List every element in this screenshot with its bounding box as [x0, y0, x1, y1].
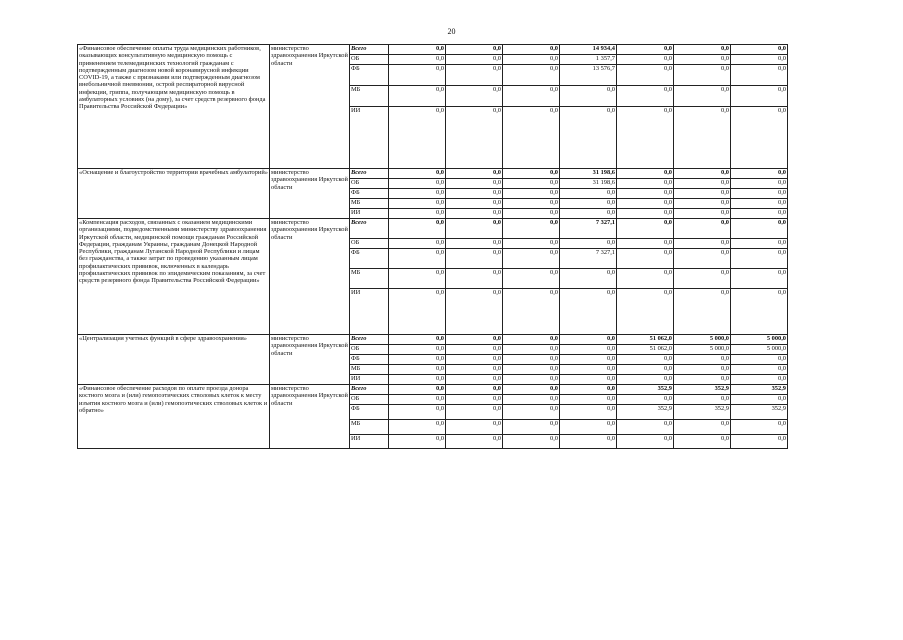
- amount-cell: 0,0: [674, 65, 731, 86]
- amount-cell: 0,0: [731, 420, 788, 435]
- amount-cell: 0,0: [446, 55, 503, 65]
- amount-cell: 0,0: [617, 169, 674, 179]
- amount-cell: 13 576,7: [560, 65, 617, 86]
- amount-cell: 0,0: [617, 65, 674, 86]
- amount-cell: 0,0: [389, 179, 446, 189]
- amount-cell: 0,0: [617, 45, 674, 55]
- amount-cell: 0,0: [674, 86, 731, 107]
- amount-cell: 0,0: [731, 107, 788, 169]
- amount-cell: 0,0: [731, 289, 788, 335]
- amount-cell: 0,0: [389, 55, 446, 65]
- amount-cell: 5 000,0: [674, 335, 731, 345]
- table-row: [78, 335, 788, 345]
- amount-cell: 0,0: [503, 385, 560, 395]
- funding-source: ОБ: [350, 395, 389, 405]
- amount-cell: 0,0: [503, 199, 560, 209]
- executor: министерство здравоохранения Иркутской области: [270, 169, 350, 219]
- amount-cell: 0,0: [446, 169, 503, 179]
- amount-cell: 0,0: [389, 239, 446, 249]
- amount-cell: 0,0: [389, 289, 446, 335]
- amount-cell: 0,0: [389, 355, 446, 365]
- amount-cell: 0,0: [503, 86, 560, 107]
- amount-cell: 0,0: [446, 219, 503, 239]
- amount-cell: 0,0: [503, 289, 560, 335]
- table-row: [78, 385, 788, 395]
- amount-cell: 0,0: [731, 86, 788, 107]
- amount-cell: 0,0: [674, 375, 731, 385]
- amount-cell: 0,0: [446, 435, 503, 449]
- amount-cell: 0,0: [617, 179, 674, 189]
- amount-cell: 0,0: [446, 45, 503, 55]
- amount-cell: 0,0: [503, 107, 560, 169]
- amount-cell: 0,0: [503, 365, 560, 375]
- funding-source: ФБ: [350, 355, 389, 365]
- amount-cell: 0,0: [503, 45, 560, 55]
- amount-cell: 0,0: [674, 219, 731, 239]
- amount-cell: 0,0: [617, 375, 674, 385]
- funding-source: ОБ: [350, 55, 389, 65]
- amount-cell: 0,0: [731, 249, 788, 269]
- page-number: 20: [447, 27, 456, 36]
- amount-cell: 0,0: [389, 335, 446, 345]
- funding-source: ФБ: [350, 65, 389, 86]
- amount-cell: 0,0: [560, 395, 617, 405]
- executor: министерство здравоохранения Иркутской области: [270, 219, 350, 335]
- amount-cell: 0,0: [446, 345, 503, 355]
- amount-cell: 0,0: [446, 86, 503, 107]
- amount-cell: 0,0: [446, 65, 503, 86]
- amount-cell: 0,0: [503, 249, 560, 269]
- amount-cell: 0,0: [446, 289, 503, 335]
- amount-cell: 0,0: [731, 65, 788, 86]
- executor: министерство здравоохранения Иркутской области: [270, 45, 350, 169]
- amount-cell: 352,9: [617, 385, 674, 395]
- amount-cell: 0,0: [560, 189, 617, 199]
- amount-cell: 0,0: [503, 179, 560, 189]
- amount-cell: 0,0: [617, 189, 674, 199]
- funding-source: МБ: [350, 269, 389, 289]
- amount-cell: 0,0: [389, 209, 446, 219]
- amount-cell: 0,0: [446, 335, 503, 345]
- amount-cell: 0,0: [446, 209, 503, 219]
- amount-cell: 0,0: [674, 45, 731, 55]
- amount-cell: 0,0: [617, 289, 674, 335]
- amount-cell: 0,0: [389, 169, 446, 179]
- funding-source: ИИ: [350, 289, 389, 335]
- amount-cell: 352,9: [674, 385, 731, 395]
- amount-cell: 0,0: [674, 365, 731, 375]
- amount-cell: 0,0: [560, 289, 617, 335]
- funding-source: МБ: [350, 420, 389, 435]
- amount-cell: 0,0: [389, 86, 446, 107]
- amount-cell: 0,0: [731, 269, 788, 289]
- amount-cell: 0,0: [446, 375, 503, 385]
- amount-cell: 0,0: [446, 420, 503, 435]
- amount-cell: 31 198,6: [560, 179, 617, 189]
- amount-cell: 0,0: [674, 179, 731, 189]
- amount-cell: 0,0: [674, 269, 731, 289]
- amount-cell: 0,0: [731, 189, 788, 199]
- table-row: [78, 219, 788, 239]
- funding-source: ИИ: [350, 209, 389, 219]
- amount-cell: 0,0: [503, 335, 560, 345]
- funding-source: МБ: [350, 199, 389, 209]
- amount-cell: 0,0: [503, 169, 560, 179]
- amount-cell: 51 062,0: [617, 345, 674, 355]
- amount-cell: 0,0: [389, 189, 446, 199]
- amount-cell: 0,0: [560, 199, 617, 209]
- amount-cell: 0,0: [389, 435, 446, 449]
- amount-cell: 0,0: [731, 435, 788, 449]
- amount-cell: 5 000,0: [731, 345, 788, 355]
- funding-source: ОБ: [350, 179, 389, 189]
- measure-name: «Компенсация расходов, связанных с оказанием медицинскими организациями, подведомственными министерству здравоохранения Иркутской области, медицинской помощи гражданам Российской Федерации, гражданам Украины, гражданам Донецкой Народной Республики, гражданам Луганской Народной Республики и лицам без гражданства, а также затрат по проведению указанным лицам профилактических прививок, включенных в календарь профилактических прививок по эпидемическим показаниям, за счет средств резервного фонда Правительства Российской Федерации»: [78, 219, 270, 335]
- amount-cell: 0,0: [731, 209, 788, 219]
- executor: министерство здравоохранения Иркутской области: [270, 335, 350, 385]
- amount-cell: 0,0: [446, 385, 503, 395]
- amount-cell: 0,0: [731, 219, 788, 239]
- amount-cell: 0,0: [446, 365, 503, 375]
- amount-cell: 0,0: [731, 355, 788, 365]
- amount-cell: 7 327,1: [560, 249, 617, 269]
- budget-table: [77, 44, 788, 449]
- table-row: [78, 45, 788, 55]
- amount-cell: 0,0: [446, 405, 503, 420]
- amount-cell: 0,0: [731, 365, 788, 375]
- amount-cell: 0,0: [389, 269, 446, 289]
- amount-cell: 0,0: [446, 239, 503, 249]
- amount-cell: 352,9: [731, 405, 788, 420]
- amount-cell: 0,0: [560, 335, 617, 345]
- amount-cell: 0,0: [617, 86, 674, 107]
- table-row: [78, 169, 788, 179]
- amount-cell: 0,0: [731, 395, 788, 405]
- amount-cell: 352,9: [617, 405, 674, 420]
- amount-cell: 0,0: [674, 55, 731, 65]
- amount-cell: 0,0: [731, 45, 788, 55]
- amount-cell: 0,0: [617, 269, 674, 289]
- amount-cell: 0,0: [731, 239, 788, 249]
- amount-cell: 0,0: [731, 55, 788, 65]
- amount-cell: 0,0: [560, 345, 617, 355]
- amount-cell: 0,0: [389, 107, 446, 169]
- amount-cell: 0,0: [617, 365, 674, 375]
- amount-cell: 51 062,0: [617, 335, 674, 345]
- measure-name: «Финансовое обеспечение расходов по оплате проезда донора костного мозга и (или) гемопоэтических стволовых клеток к месту изъятия костного мозга и (или) гемопоэтических стволовых клеток и обратно»: [78, 385, 270, 449]
- amount-cell: 0,0: [389, 199, 446, 209]
- amount-cell: 0,0: [389, 420, 446, 435]
- amount-cell: 0,0: [446, 395, 503, 405]
- amount-cell: 0,0: [560, 385, 617, 395]
- amount-cell: 0,0: [560, 209, 617, 219]
- measure-name: «Централизация учетных функций в сфере здравоохранения»: [78, 335, 270, 385]
- amount-cell: 5 000,0: [674, 345, 731, 355]
- amount-cell: 0,0: [503, 395, 560, 405]
- amount-cell: 0,0: [674, 189, 731, 199]
- amount-cell: 0,0: [503, 219, 560, 239]
- amount-cell: 0,0: [503, 435, 560, 449]
- amount-cell: 7 327,1: [560, 219, 617, 239]
- amount-cell: 0,0: [389, 405, 446, 420]
- amount-cell: 1 357,7: [560, 55, 617, 65]
- amount-cell: 0,0: [674, 249, 731, 269]
- amount-cell: 31 198,6: [560, 169, 617, 179]
- amount-cell: 0,0: [617, 249, 674, 269]
- amount-cell: 0,0: [617, 209, 674, 219]
- amount-cell: 0,0: [503, 375, 560, 385]
- amount-cell: 0,0: [731, 179, 788, 189]
- amount-cell: 0,0: [617, 199, 674, 209]
- amount-cell: 0,0: [503, 420, 560, 435]
- amount-cell: 0,0: [560, 269, 617, 289]
- funding-source: МБ: [350, 86, 389, 107]
- funding-source: МБ: [350, 365, 389, 375]
- amount-cell: 0,0: [503, 65, 560, 86]
- amount-cell: 0,0: [560, 375, 617, 385]
- amount-cell: 0,0: [617, 435, 674, 449]
- amount-cell: 0,0: [674, 199, 731, 209]
- amount-cell: 0,0: [503, 209, 560, 219]
- amount-cell: 0,0: [446, 269, 503, 289]
- funding-source: Всего: [350, 169, 389, 179]
- amount-cell: 0,0: [446, 189, 503, 199]
- amount-cell: 0,0: [674, 107, 731, 169]
- measure-name: «Финансовое обеспечение оплаты труда медицинских работников, оказывающих консультативную медицинскую помощь с применением телемедицинских технологий гражданам с подтвержденным диагнозом новой коронавирусной инфекции COVID-19, а также с признаками или подтвержденным диагнозом внебольничной пневмонии, острой респираторной вирусной инфекции, гриппа, получающим медицинскую помощь в амбулаторных условиях (на дому), за счет средств резервного фонда Правительства Российской Федерации»: [78, 45, 270, 169]
- amount-cell: 0,0: [674, 239, 731, 249]
- amount-cell: 0,0: [446, 199, 503, 209]
- funding-source: Всего: [350, 335, 389, 345]
- amount-cell: 0,0: [389, 395, 446, 405]
- amount-cell: 0,0: [503, 405, 560, 420]
- amount-cell: 14 934,4: [560, 45, 617, 55]
- amount-cell: 0,0: [617, 395, 674, 405]
- amount-cell: 0,0: [617, 239, 674, 249]
- amount-cell: 0,0: [503, 189, 560, 199]
- amount-cell: 0,0: [389, 375, 446, 385]
- amount-cell: 0,0: [731, 199, 788, 209]
- amount-cell: 0,0: [617, 355, 674, 365]
- amount-cell: 0,0: [446, 107, 503, 169]
- amount-cell: 5 000,0: [731, 335, 788, 345]
- amount-cell: 0,0: [674, 420, 731, 435]
- amount-cell: 0,0: [503, 345, 560, 355]
- funding-source: Всего: [350, 219, 389, 239]
- amount-cell: 0,0: [731, 169, 788, 179]
- amount-cell: 352,9: [674, 405, 731, 420]
- amount-cell: 0,0: [674, 169, 731, 179]
- amount-cell: 0,0: [560, 435, 617, 449]
- funding-source: ОБ: [350, 345, 389, 355]
- amount-cell: 0,0: [446, 355, 503, 365]
- amount-cell: 0,0: [674, 209, 731, 219]
- amount-cell: 0,0: [389, 65, 446, 86]
- amount-cell: 0,0: [617, 107, 674, 169]
- funding-source: ИИ: [350, 435, 389, 449]
- amount-cell: 0,0: [617, 55, 674, 65]
- amount-cell: 0,0: [389, 249, 446, 269]
- funding-source: ИИ: [350, 107, 389, 169]
- amount-cell: 0,0: [446, 249, 503, 269]
- amount-cell: 0,0: [674, 289, 731, 335]
- amount-cell: 0,0: [389, 365, 446, 375]
- amount-cell: 0,0: [389, 385, 446, 395]
- funding-source: ФБ: [350, 189, 389, 199]
- amount-cell: 0,0: [560, 239, 617, 249]
- funding-source: Всего: [350, 385, 389, 395]
- amount-cell: 0,0: [731, 375, 788, 385]
- amount-cell: 0,0: [674, 435, 731, 449]
- funding-source: ФБ: [350, 405, 389, 420]
- amount-cell: 0,0: [674, 395, 731, 405]
- funding-source: ФБ: [350, 249, 389, 269]
- amount-cell: 0,0: [389, 345, 446, 355]
- funding-source: ОБ: [350, 239, 389, 249]
- amount-cell: 0,0: [446, 179, 503, 189]
- funding-source: Всего: [350, 45, 389, 55]
- amount-cell: 352,9: [731, 385, 788, 395]
- amount-cell: 0,0: [560, 405, 617, 420]
- amount-cell: 0,0: [560, 365, 617, 375]
- funding-source: ИИ: [350, 375, 389, 385]
- executor: министерство здравоохранения Иркутской области: [270, 385, 350, 449]
- amount-cell: 0,0: [560, 355, 617, 365]
- amount-cell: 0,0: [560, 420, 617, 435]
- amount-cell: 0,0: [674, 355, 731, 365]
- amount-cell: 0,0: [503, 269, 560, 289]
- amount-cell: 0,0: [389, 219, 446, 239]
- amount-cell: 0,0: [560, 107, 617, 169]
- amount-cell: 0,0: [503, 55, 560, 65]
- measure-name: «Оснащение и благоустройство территории врачебных амбулаторий»: [78, 169, 270, 219]
- amount-cell: 0,0: [617, 219, 674, 239]
- amount-cell: 0,0: [503, 355, 560, 365]
- amount-cell: 0,0: [617, 420, 674, 435]
- amount-cell: 0,0: [560, 86, 617, 107]
- amount-cell: 0,0: [503, 239, 560, 249]
- amount-cell: 0,0: [389, 45, 446, 55]
